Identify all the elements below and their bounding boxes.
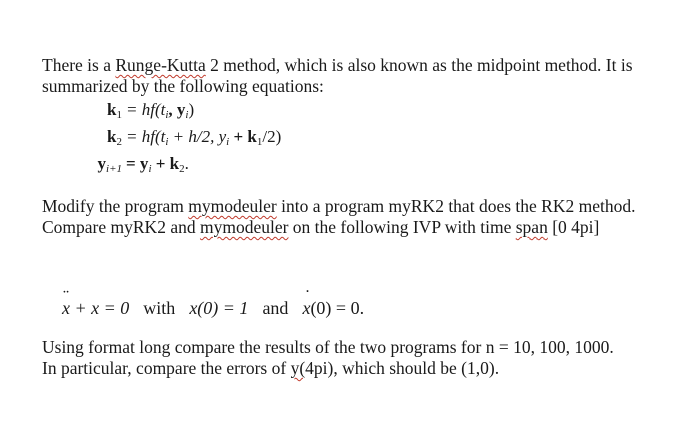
span-word: span [515, 217, 548, 237]
equation-y-next: $y_{i+1}$ = $y_i + k_2$. [97, 154, 189, 175]
equation-k1: $k_1$ = $hf(t_i$, $y_i$) [107, 100, 195, 121]
equation-k2: $k_2$ = $hf(t_i + h/2$, $y_i + k_1/2$) [107, 127, 282, 148]
intro-paragraph [42, 55, 672, 97]
comparison-paragraph: Using format long compare the results of the two programs for n = 10, 100, 1000. In particular, compare the errors of y(4pi), which should be (1,0). [42, 337, 614, 378]
intro-text-end: 2 method, which is also known as the midpoint method. It is summarized by the following equations: [42, 55, 633, 96]
mymodeuler-word: mymodeuler [188, 196, 277, 216]
y-word: y( [290, 358, 306, 378]
intro-text-start: There is a [42, 55, 116, 75]
mymodeuler-word-2: mymodeuler [199, 217, 289, 237]
runge-kutta-word: Runge-Kutta [115, 55, 206, 75]
x-double-dot: ¨ x [62, 298, 70, 319]
task-paragraph: Modify the program mymodeuler into a program myRK2 that does the RK2 method. Compare myRK2 and mymodeuler on the following IVP with time span [0 4pi] [42, 196, 636, 237]
ivp-equation: ¨ x + x = 0 with x(0) = 1 and˙ x(0) = 0. [62, 298, 364, 319]
x-dot: ˙ x [302, 298, 310, 319]
